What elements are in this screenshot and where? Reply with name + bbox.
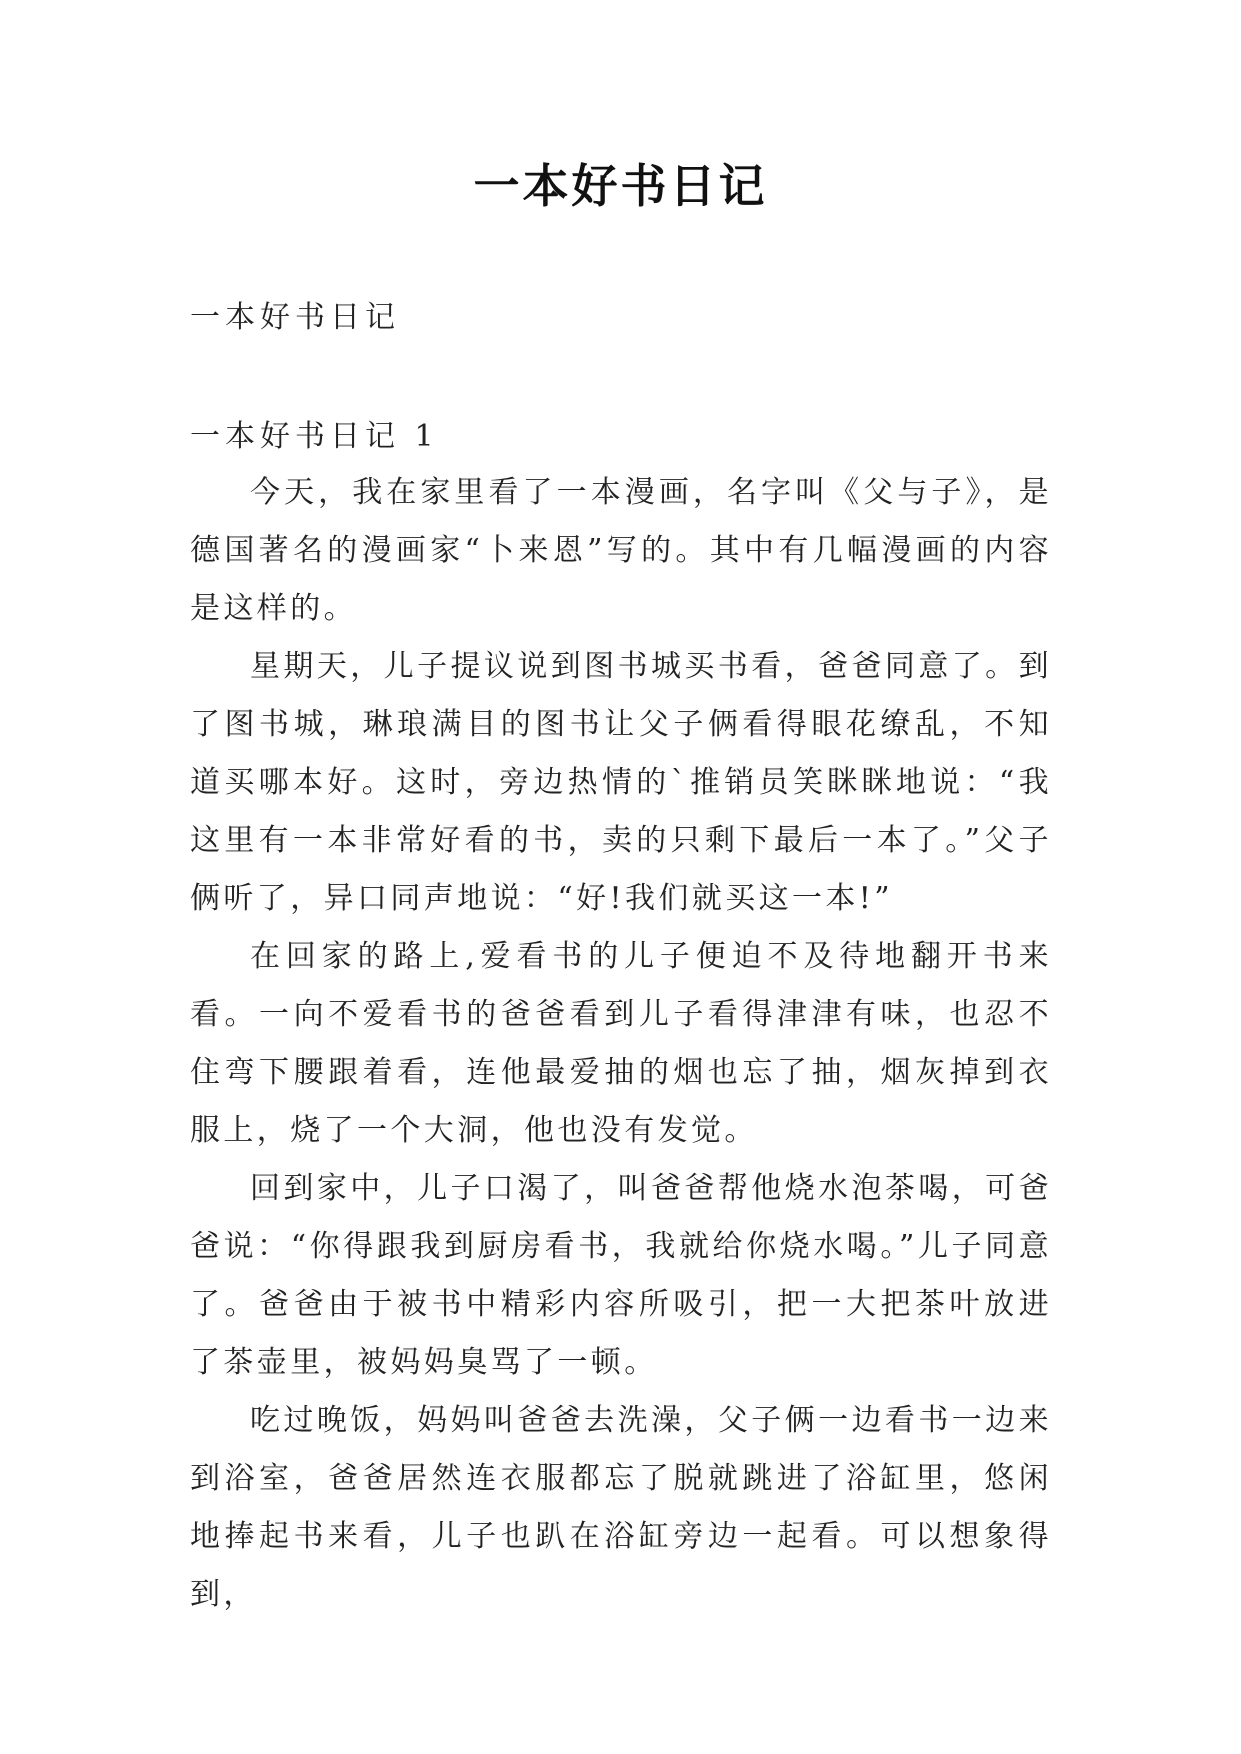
- paragraph: 星期天，儿子提议说到图书城买书看，爸爸同意了。到了图书城，琳琅满目的图书让父子俩看得眼花缭乱，不知道买哪本好。这时，旁边热情的`推销员笑眯眯地说：“我这里有一本非常好看的书，卖的只剩下最后一本了。”父子俩听了，异口同声地说：“好!我们就买这一本!”: [190, 649, 1052, 916]
- paragraph: 在回家的路上,爱看书的儿子便迫不及待地翻开书来看。一向不爱看书的爸爸看到儿子看得津津有味，也忍不住弯下腰跟着看，连他最爱抽的烟也忘了抽，烟灰掉到衣服上，烧了一个大洞，他也没有发觉。: [190, 939, 1052, 1148]
- paragraph: 吃过晚饭，妈妈叫爸爸去洗澡，父子俩一边看书一边来到浴室，爸爸居然连衣服都忘了脱就跳进了浴缸里，悠闲地捧起书来看，儿子也趴在浴缸旁边一起看。可以想象得到，: [190, 1403, 1052, 1612]
- paragraph: 回到家中，儿子口渴了，叫爸爸帮他烧水泡茶喝，可爸爸说：“你得跟我到厨房看书，我就给你烧水喝。”儿子同意了。爸爸由于被书中精彩内容所吸引，把一大把茶叶放进了茶壶里，被妈妈臭骂了一顿。: [190, 1171, 1052, 1380]
- section-heading: 一本好书日记 1: [190, 419, 439, 454]
- paragraph: 今天，我在家里看了一本漫画，名字叫《父与子》，是德国著名的漫画家“卜来恩”写的。其中有几幅漫画的内容是这样的。: [190, 475, 1052, 626]
- body-text: [190, 464, 1052, 1624]
- document-subtitle: 一本好书日记: [190, 300, 400, 335]
- document-title: 一本好书日记: [473, 159, 768, 213]
